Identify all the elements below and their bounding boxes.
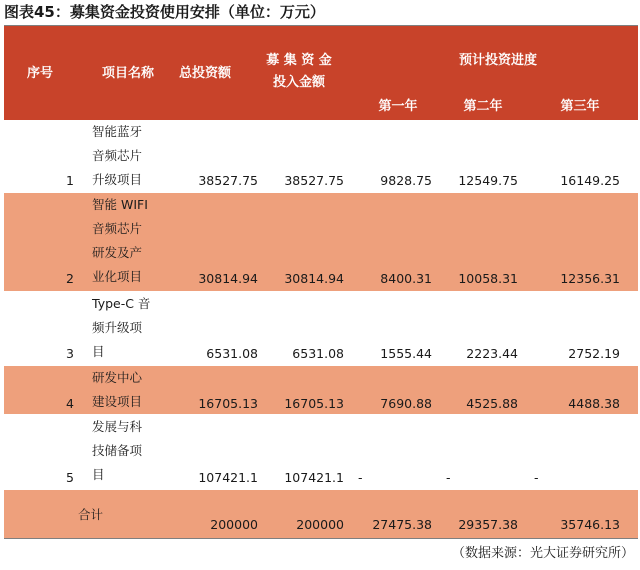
row-year1: 9828.75 <box>380 173 432 188</box>
total-total: 200000 <box>210 517 258 532</box>
row-no: 2 <box>66 271 74 286</box>
row-year1: 8400.31 <box>380 271 432 286</box>
row-name-line: 技储备项 <box>92 443 143 458</box>
row-name-line: 建设项目 <box>92 394 143 409</box>
row-name-line: 智能 WIFI <box>92 197 148 212</box>
row-year2: 4525.88 <box>466 396 518 411</box>
row-total: 16705.13 <box>198 396 258 411</box>
row-name-line: 智能蓝牙 <box>92 124 143 139</box>
row-name-line: 频升级项 <box>92 320 143 335</box>
table-row <box>4 366 638 414</box>
total-year2: 29357.38 <box>458 517 518 532</box>
row-name <box>92 120 142 192</box>
row-raise: 6531.08 <box>292 346 344 361</box>
row-total: 30814.94 <box>198 271 258 286</box>
row-raise: 30814.94 <box>284 271 344 286</box>
row-raise: 16705.13 <box>284 396 344 411</box>
row-year2: 10058.31 <box>458 271 518 286</box>
row-no: 1 <box>66 173 74 188</box>
row-year3: 16149.25 <box>560 173 620 188</box>
row-raise: 107421.1 <box>284 470 344 485</box>
total-year3: 35746.13 <box>560 517 620 532</box>
row-name <box>92 366 142 414</box>
header-no: 序号 <box>26 66 53 81</box>
header-raise-line1: 募 集 资 金 <box>266 53 332 68</box>
row-name <box>92 193 148 289</box>
row-name-line: 目 <box>92 467 105 482</box>
table-row <box>4 415 638 489</box>
header-year1: 第一年 <box>378 99 418 114</box>
row-year2: - <box>446 470 451 485</box>
total-label: 合计 <box>78 507 104 522</box>
row-year1: 7690.88 <box>380 396 432 411</box>
row-name-line: 目 <box>92 344 105 359</box>
row-total: 38527.75 <box>198 173 258 188</box>
total-raise: 200000 <box>296 517 344 532</box>
table-bottom-rule <box>4 538 638 539</box>
row-year3: 2752.19 <box>568 346 620 361</box>
row-name-line: 研发中心 <box>92 370 143 385</box>
header-year2: 第二年 <box>463 99 503 114</box>
table-row <box>4 292 638 365</box>
row-year3: - <box>534 470 539 485</box>
row-name-line: Type-C 音 <box>92 296 151 311</box>
row-no: 3 <box>66 346 74 361</box>
header-total: 总投资额 <box>178 66 231 81</box>
table-row <box>4 120 638 192</box>
row-name-line: 音频芯片 <box>92 221 143 236</box>
row-name-line: 研发及产 <box>92 245 143 260</box>
header-raise-line2: 投入金额 <box>272 75 325 90</box>
row-no: 4 <box>66 396 74 411</box>
row-year3: 12356.31 <box>560 271 620 286</box>
row-name-line: 音频芯片 <box>92 148 143 163</box>
row-year3: 4488.38 <box>568 396 620 411</box>
row-year1: - <box>358 470 363 485</box>
row-name-line: 升级项目 <box>92 172 143 187</box>
row-name <box>92 415 142 487</box>
header-year3: 第三年 <box>560 99 600 114</box>
total-year1: 27475.38 <box>372 517 432 532</box>
table-header <box>4 26 638 120</box>
header-progress: 预计投资进度 <box>458 53 537 68</box>
row-year2: 2223.44 <box>466 346 518 361</box>
row-name <box>92 292 150 364</box>
row-name-line: 业化项目 <box>92 269 143 284</box>
total-row <box>4 490 638 538</box>
row-total: 107421.1 <box>198 470 258 485</box>
row-total: 6531.08 <box>206 346 258 361</box>
source-note: （数据来源：光大证券研究所） <box>451 546 634 561</box>
row-no: 5 <box>66 470 74 485</box>
row-year2: 12549.75 <box>458 173 518 188</box>
figure-title: 图表45：募集资金投资使用安排（单位：万元） <box>4 3 325 21</box>
table-row <box>4 193 638 291</box>
header-name: 项目名称 <box>101 66 154 81</box>
row-year1: 1555.44 <box>380 346 432 361</box>
row-name-line: 发展与科 <box>92 419 143 434</box>
row-raise: 38527.75 <box>284 173 344 188</box>
